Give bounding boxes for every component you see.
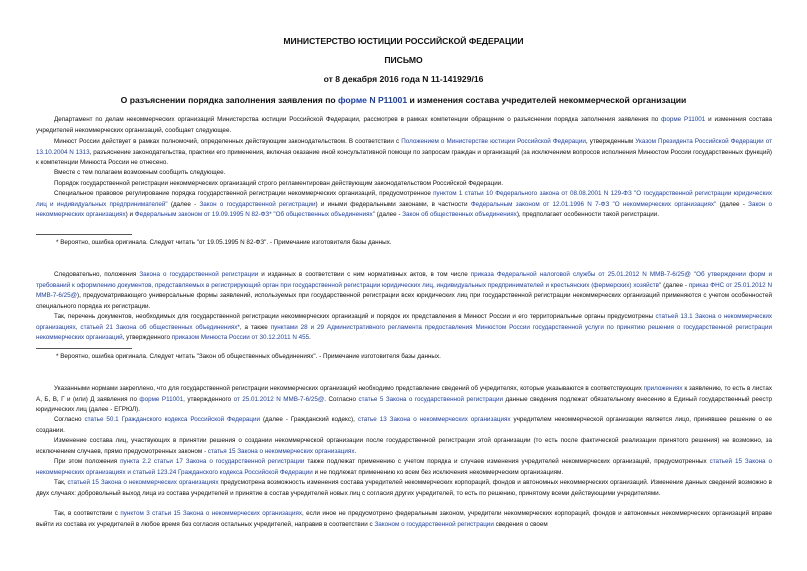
order-link[interactable]: приказом Минюста России от 30.12.2011 N 455	[171, 334, 310, 342]
law-link[interactable]: статье 13 Закона о некоммерческих организациях	[357, 416, 511, 423]
text: .	[309, 334, 311, 342]
text: ), предусматривающего универсальные формы заявлений, используемых при государственной регистрации всех юридических лиц при государственной регистрации некоммерческих организаций применяются с учетом особенностей специального порядка их регистрации.	[36, 292, 772, 310]
law-link[interactable]: статьей 15 Закона о некоммерческих организациях	[67, 479, 219, 486]
paragraph-documents-list	[36, 312, 772, 344]
text: (далее -	[374, 211, 403, 219]
law-link[interactable]: пунктом 3 статьи 15 Закона о некоммерческих организациях	[120, 510, 303, 517]
appendix-link[interactable]: приложениях	[643, 385, 683, 392]
law-link[interactable]: Закон о некоммерческих организациях	[36, 200, 773, 219]
law-link[interactable]: пункта 2.2 статьи 17 Закона о государственной регистрации	[120, 458, 305, 465]
paragraph-composition-change	[36, 436, 772, 457]
paragraph-competence	[36, 137, 772, 169]
text: (далее -	[716, 200, 749, 208]
footnote-divider	[36, 348, 132, 349]
text: , а также	[239, 323, 271, 331]
law-link[interactable]: Закон об общественных объединениях	[402, 211, 517, 219]
paragraph-note: Вместе с тем полагаем возможным сообщить следующее.	[54, 169, 226, 176]
text: , утвержденного	[122, 334, 172, 342]
text: Указанными нормами закреплено, что для государственной регистрации некоммерческих организаций необходимо представление сведений об учредителях, которые указываются в соответствующих	[54, 385, 644, 392]
text: сведения о своем	[493, 520, 548, 528]
document-date-number: от 8 декабря 2016 года N 11-141929/16	[323, 74, 484, 84]
text: (далее -	[661, 281, 689, 289]
document-title	[0, 95, 807, 106]
text: предусмотрена возможность изменения состава учредителей некоммерческих корпораций, фондов и автономных некоммерческих организаций. Изменение данных сведений возможно в двух случаях: добровольный выход лица из состава учредителей и принятие в состав учредителей новых лиц с согласия других учредителей, то есть по решению, принятому всеми действующими учредителями.	[36, 479, 772, 497]
law-link[interactable]: статьей 15 Закона о некоммерческих организациях и статьей 123.24 Гражданского кодекса Российской Федерации	[36, 458, 772, 476]
text: также подлежат применению с учетом порядка и случаев изменения учредителей некоммерческих организаций, предусмотренных	[304, 458, 710, 465]
text: Так,	[54, 479, 68, 486]
title-form-link[interactable]: форме N Р11001	[338, 95, 408, 105]
form-link[interactable]: форме Р11001	[661, 116, 706, 123]
code-link[interactable]: статье 50.1 Гражданского кодекса Российской Федерации	[84, 416, 261, 423]
text: и изменения состава учредителей некоммерческих организаций, сообщает следующее.	[36, 116, 772, 134]
footnote-2: * Вероятно, ошибка оригинала. Следует читать "Закон об общественных объединениях". - Примечание изготовителя базы данных.	[56, 353, 441, 360]
text: . Согласно	[324, 395, 359, 403]
title-text: О разъяснении порядка заполнения заявления по	[120, 95, 339, 105]
title-text-end: и изменения состава учредителей некоммерческой организации	[407, 95, 687, 105]
paragraph-special-regulation	[36, 189, 772, 221]
text: Так, перечень документов, необходимых для государственной регистрации некоммерческих организаций и порядок их представления в Минюст России и его территориальные органы предусмотрены	[54, 313, 656, 320]
text: (далее -	[167, 200, 200, 208]
document-type: ПИСЬМО	[384, 55, 423, 65]
order-link[interactable]: от 25.01.2012 N ММВ-7-6/25@	[233, 395, 325, 403]
text: ), предполагает особенности такой регистрации.	[516, 211, 660, 219]
text: Так, в соответствии с	[54, 510, 121, 517]
text: и не подлежат применению ко всем без исключения некоммерческим организациям.	[312, 468, 564, 476]
law-link[interactable]: Закона о государственной регистрации	[139, 271, 259, 278]
text: ) и иными федеральными законами, в частности	[315, 200, 471, 208]
text: Согласно	[54, 416, 85, 423]
text: Минюст России действует в рамках полномочий, определенных действующим законодательством. В соответствии с	[54, 138, 402, 145]
text: ) и	[125, 211, 135, 219]
law-link[interactable]: Федеральным законом от 19.09.1995 N 82-ФЗ* "Об общественных объединениях"	[134, 211, 375, 219]
regulation-link[interactable]: Положением о Министерстве юстиции Российской Федерации	[401, 138, 586, 145]
regulation-link[interactable]: пунктами 28 и 29 Административного регламента предоставления Минюстом России государственной услуги по принятию решения о государственной регистрации некоммерческих организаций	[36, 323, 772, 342]
order-link[interactable]: приказ ФНС от 25.01.2012 N ММВ-7-6/25@	[36, 281, 772, 300]
decree-link[interactable]: Указом Президента Российской Федерации от 13.10.2004 N 1313	[36, 138, 772, 156]
footnote-1: * Вероятно, ошибка оригинала. Следует читать "от 19.05.1995 N 82-ФЗ". - Примечание изготовителя базы данных.	[56, 239, 392, 246]
text: , утвержденного	[183, 395, 234, 403]
paragraph-intro	[36, 115, 772, 136]
text: данные сведения подлежат обязательному внесению в Единый государственный реестр юридических лиц (далее - ЕГРЮЛ).	[36, 395, 773, 414]
paragraph-withdrawal	[36, 509, 772, 530]
paragraph-consequently	[36, 270, 772, 312]
law-link[interactable]: Федеральным законом от 12.01.1996 N 7-ФЗ "О некоммерческих организациях"	[470, 200, 717, 208]
paragraph-civil-code	[36, 415, 772, 436]
text: , если иное не предусмотрено федеральным законом, учредители некоммерческих корпораций, фондов и автономных некоммерческих организаций вправе выйти из состава их учредителей в любое время без согласия остальных учредителей, направив в соответствии с	[36, 510, 773, 528]
form-link[interactable]: форме Р11001	[139, 395, 184, 403]
law-link[interactable]: Закон о государственной регистрации	[199, 200, 316, 208]
text: Следовательно, положения	[54, 271, 140, 278]
text: Департамент по делам некоммерческих организаций Министерства юстиции Российской Федерации, рассмотрев в рамках компетенции обращение о разъяснении порядка заполнения заявления по	[54, 116, 662, 123]
law-link[interactable]: Законом о государственной регистрации	[374, 520, 494, 528]
text: (далее - Гражданский кодекс),	[260, 416, 358, 423]
law-link[interactable]: пунктом 1 статьи 10 Федерального закона от 08.08.2001 N 129-ФЗ "О государственной регистрации юридических лиц и индивидуальных предпринимателей"	[36, 190, 772, 208]
text: к заявлению, то есть в листах А, Б, В, Г и (или) Д заявления по	[36, 385, 772, 403]
text: и изданных в соответствии с ним нормативных актов, в том числе	[258, 271, 471, 278]
paragraph-article-15	[36, 478, 772, 499]
text: Изменение состава лиц, участвующих в принятии решения о создании некоммерческой организации после государственной регистрации этой организации (то есть после фактической реализации принятого решения) не возможно, за исключением случаев, прямо предусмотренных законом -	[36, 437, 772, 455]
ministry-heading: МИНИСТЕРСТВО ЮСТИЦИИ РОССИЙСКОЙ ФЕДЕРАЦИИ	[283, 36, 524, 46]
paragraph-provisions	[36, 457, 772, 478]
law-link[interactable]: статье 5 Закона о государственной регистрации	[358, 395, 503, 403]
text: учредителем некоммерческой организации является лицо, принявшее решение о ее создании.	[36, 416, 772, 434]
text: , утвержденным	[585, 138, 636, 145]
paragraph-procedure: Порядок государственной регистрации некоммерческих организаций строго регламентирован действующим законодательством Российской Федерации.	[54, 180, 503, 187]
text: При этом положения	[54, 458, 121, 465]
order-link[interactable]: приказа Федеральной налоговой службы от 25.01.2012 N ММВ-7-6/25@ "Об утверждении форм и требований к оформлению документов, представляемых в регистрирующий орган при государственной регистрации юридических лиц, индивидуальных предпринимателей и крестьянских (фермерских) хозяйств"	[36, 271, 772, 289]
text: .	[354, 447, 357, 455]
paragraph-founders-info	[36, 384, 772, 416]
text: Специальное правовое регулирование порядка государственной регистрации некоммерческих организаций, предусмотренное	[54, 190, 434, 197]
footnote-divider	[36, 234, 132, 235]
text: , разъяснение законодательства, практики его применения, включая оказание иной консультативной помощи по запросам граждан и организаций (за исключением вопросов исполнения Минюстом России государственных функций) к компетенции Минюста России не отнесено.	[36, 148, 772, 167]
law-link[interactable]: статья 15 Закона о некоммерческих организациях	[207, 447, 355, 455]
law-link[interactable]: статьей 13.1 Закона о некоммерческих организациях, статьей 21 Закона об общественных объединениях*	[36, 313, 772, 331]
